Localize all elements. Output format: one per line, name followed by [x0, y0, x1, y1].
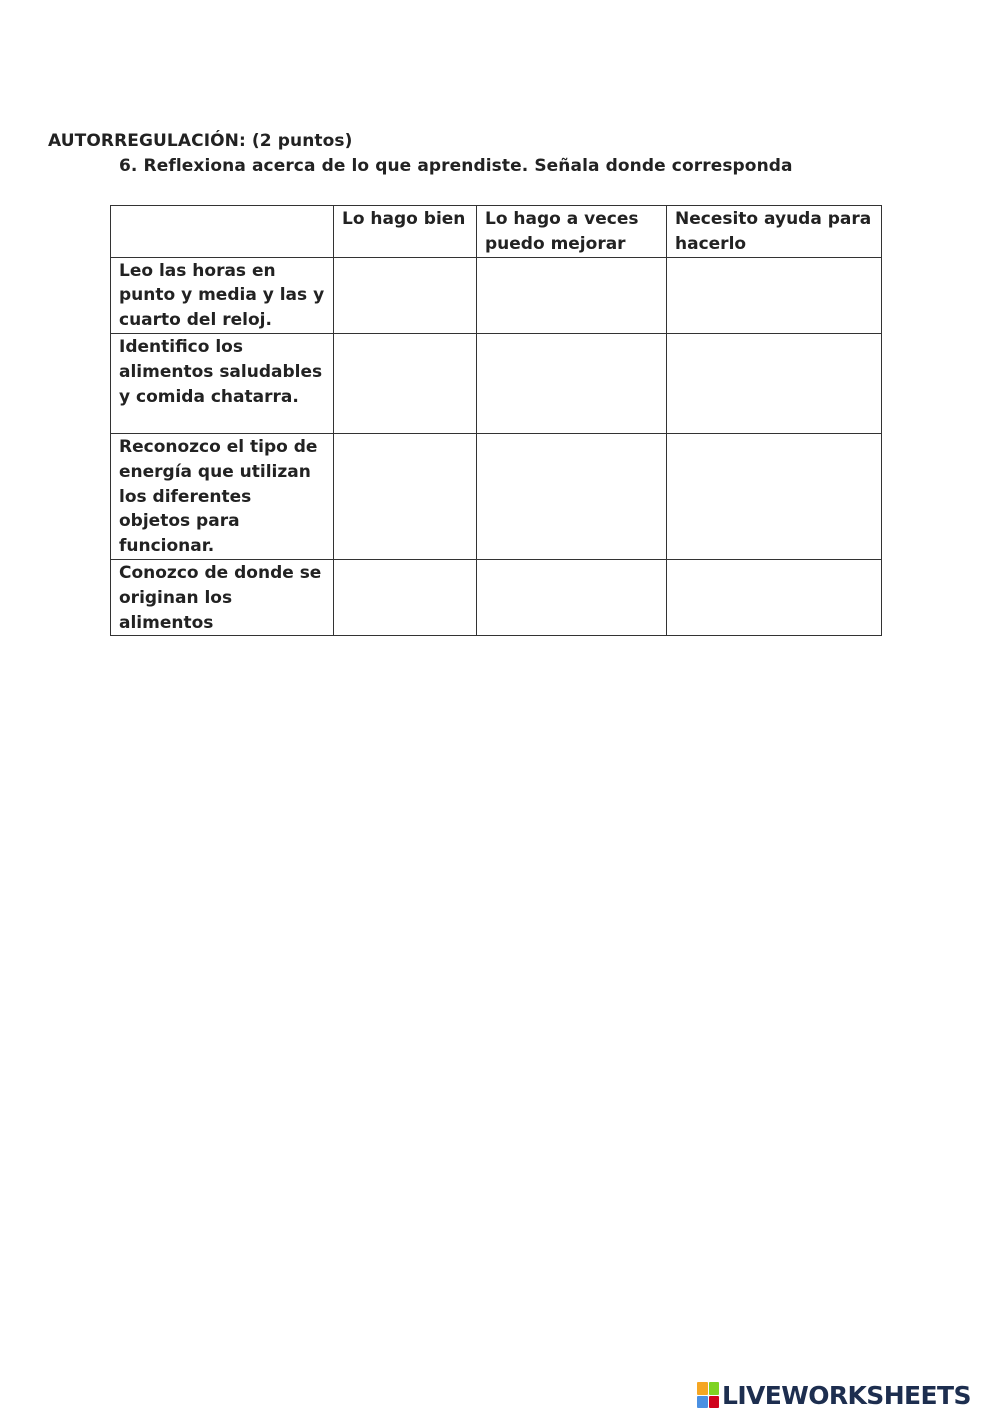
- answer-cell[interactable]: [667, 257, 882, 333]
- table-row: [111, 333, 882, 433]
- table-row: [111, 257, 882, 333]
- liveworksheets-logo: [697, 1378, 971, 1412]
- criterion-cell: Reconozco el tipo de energía que utilizan los diferentes objetos para funcionar.: [111, 433, 334, 559]
- criterion-cell: Identifico los alimentos saludables y comida chatarra.: [111, 333, 334, 433]
- answer-cell[interactable]: [334, 333, 477, 433]
- answer-cell[interactable]: [667, 433, 882, 559]
- header-cell-empty: [111, 206, 334, 258]
- logo-text: LIVEWORKSHEETS: [722, 1380, 971, 1410]
- criterion-cell: Conozco de donde se originan los alimentos: [111, 559, 334, 635]
- logo-square: [709, 1382, 720, 1395]
- header-cell-necesito-ayuda: Necesito ayuda para hacerlo: [667, 206, 882, 258]
- answer-cell[interactable]: [477, 433, 667, 559]
- table-row: [111, 559, 882, 635]
- table-row: [111, 433, 882, 559]
- answer-cell[interactable]: [334, 433, 477, 559]
- answer-cell[interactable]: [667, 559, 882, 635]
- instruction-text: 6. Reflexiona acerca de lo que aprendiste. Señala donde corresponda: [119, 156, 793, 176]
- liveworksheets-logo-icon: [697, 1382, 719, 1408]
- criterion-cell: Leo las horas en punto y media y las y cuarto del reloj.: [111, 257, 334, 333]
- section-heading: AUTORREGULACIÓN: (2 puntos): [48, 131, 353, 151]
- answer-cell[interactable]: [477, 333, 667, 433]
- logo-square: [697, 1396, 708, 1409]
- logo-square: [697, 1382, 708, 1395]
- table-header-row: [111, 206, 882, 258]
- self-assessment-table: [110, 205, 882, 636]
- answer-cell[interactable]: [334, 559, 477, 635]
- answer-cell[interactable]: [667, 333, 882, 433]
- header-cell-a-veces: Lo hago a veces puedo mejorar: [477, 206, 667, 258]
- header-cell-lo-hago-bien: Lo hago bien: [334, 206, 477, 258]
- logo-square: [709, 1396, 720, 1409]
- answer-cell[interactable]: [477, 559, 667, 635]
- answer-cell[interactable]: [334, 257, 477, 333]
- answer-cell[interactable]: [477, 257, 667, 333]
